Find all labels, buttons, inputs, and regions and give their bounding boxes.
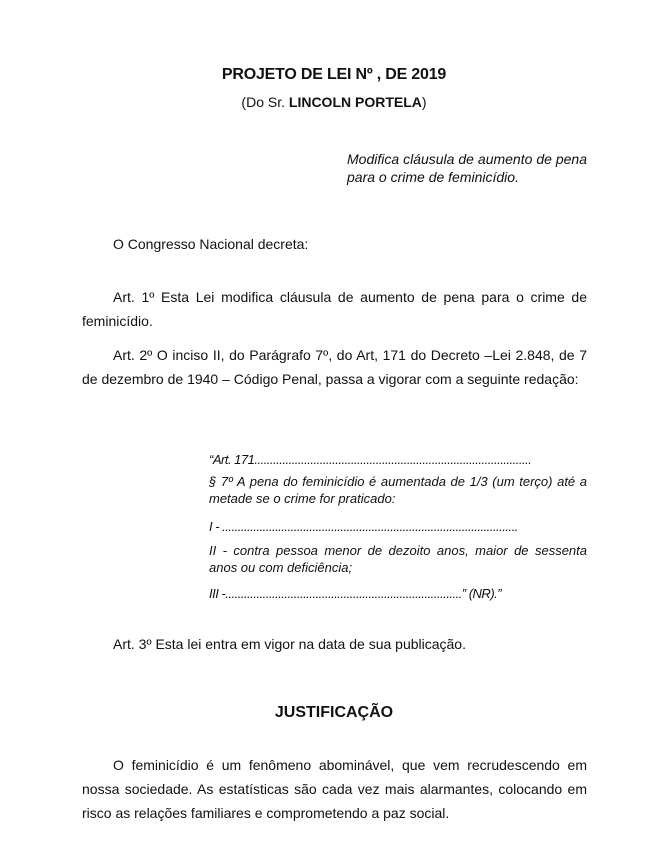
quote-item-i: I - ............................................................................................... [209, 519, 518, 534]
bill-summary: Modifica cláusula de aumento de pena para o crime de feminicídio. [347, 151, 587, 185]
quote-paragraph-7: § 7º A pena do feminicídio é aumentada de 1/3 (um terço) até a metade se o crime for praticado: [209, 474, 587, 506]
quote-item-iii: III -............................................................................” (NR).” [209, 586, 502, 601]
bill-author [0, 94, 668, 110]
article-3: Art. 3º Esta lei entra em vigor na data de sua publicação. [113, 636, 466, 652]
bill-title: PROJETO DE LEI Nº , DE 2019 [221, 66, 447, 83]
article-2: Art. 2º O inciso II, do Parágrafo 7º, do Art, 171 do Decreto –Lei 2.848, de 7 de dezembro de 1940 – Código Penal, passa a vigorar com a seguinte redação: [82, 347, 587, 387]
decree-statement: O Congresso Nacional decreta: [113, 236, 309, 252]
article-1: Art. 1º Esta Lei modifica cláusula de aumento de pena para o crime de feminicídio. [82, 289, 587, 329]
author-prefix: (Do Sr. [241, 94, 289, 110]
author-suffix: ) [421, 94, 427, 110]
justification-title: JUSTIFICAÇÃO [274, 704, 394, 721]
author-name: LINCOLN PORTELA [288, 94, 422, 110]
justification-paragraph: O feminicídio é um fenômeno abominável, que vem recrudescendo em nossa sociedade. As estatísticas são cada vez mais alarmantes, colocando em risco as relações familiares e comprometendo a paz social. [82, 757, 587, 821]
quote-item-ii: II - contra pessoa menor de dezoito anos, maior de sessenta anos ou com deficiência; [209, 543, 587, 575]
quote-article-line: “Art. 171......................................................................................... [209, 452, 532, 467]
